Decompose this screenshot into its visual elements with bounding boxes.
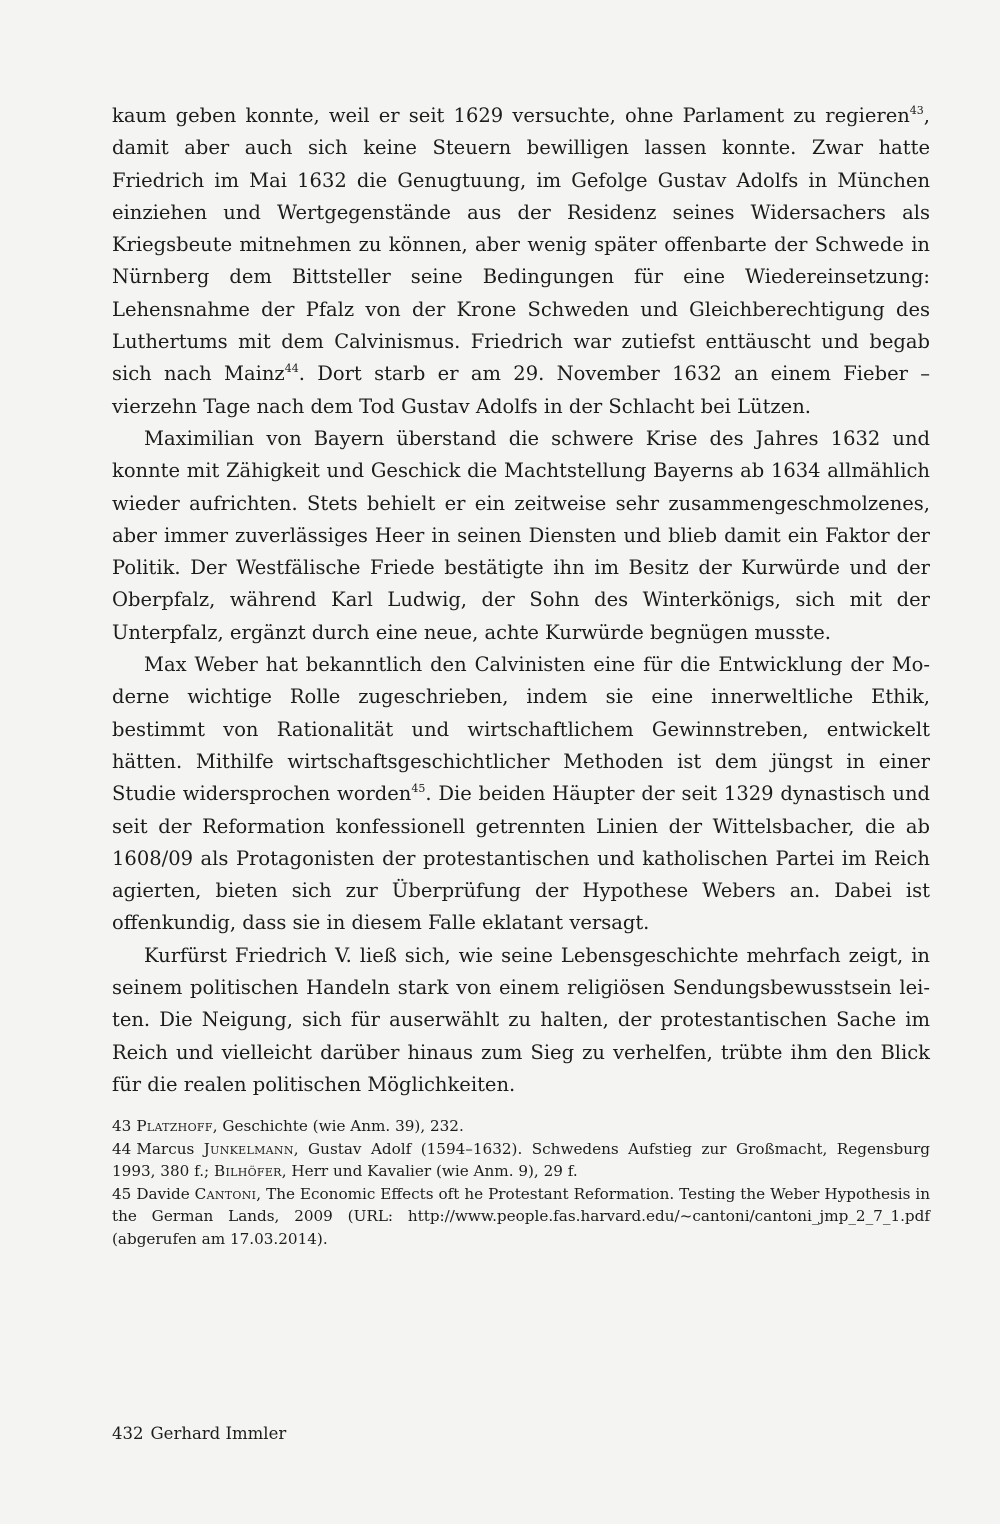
text-run: Davide <box>136 1184 195 1203</box>
main-text <box>112 100 930 1250</box>
text-run: Marcus <box>136 1139 204 1158</box>
footnote-number: 45 <box>112 1184 132 1203</box>
author-surname: Platzhoff <box>136 1117 213 1136</box>
page-number: 432 <box>112 1424 144 1443</box>
body-paragraph <box>112 423 930 649</box>
text-run: Max Weber hat bekanntlich den Calvinisten eine für die Entwicklung der Moderne wichtige Rolle zugeschrieben, indem sie eine innerweltliche Ethik, bestimmt von Rationalität und wirtschaftlichem Gewinnstreben, entwickelt hätten. Mithilfe wirtschaftsgeschichtlicher Methoden ist dem jüngst in einer Studie widersprochen worden <box>112 653 930 806</box>
footnote-reference: 44 <box>284 362 299 376</box>
body-paragraphs <box>112 100 930 1101</box>
text-run: . Dort starb er am 29. November 1632 an einem Fieber – vierzehn Tage nach dem Tod Gustav Adolfs in der Schlacht bei Lützen. <box>112 362 930 418</box>
footnote-reference: 45 <box>411 782 426 796</box>
text-run: , Gustav Adolf (1594–1632). Schwedens Aufstieg zur Großmacht, Regensburg 1993, 380 f.; <box>112 1139 930 1181</box>
body-paragraph <box>112 100 930 423</box>
text-run: , Geschichte (wie Anm. 39), 232. <box>212 1117 464 1136</box>
author-surname: Junkelmann <box>203 1139 294 1158</box>
text-run: . Die beiden Häupter der seit 1329 dynastisch und seit der Reformation konfessionell getrennten Linien der Wittelsbacher, die ab 1608/09 als Protagonisten der protestantischen und katholischen Partei im Reich agierten, bieten sich zur Überprüfung der Hypothese Webers an. Dabei ist offenkundig, dass sie in diesem Falle eklatant versagt. <box>112 782 930 935</box>
body-paragraph <box>112 649 930 940</box>
body-paragraph <box>112 940 930 1101</box>
text-run: , The Economic Effects oft he Protestant Reformation. Testing the Weber Hypothesis in the German Lands, 2009 (URL: http://www.people.fas.harvard.edu/~cantoni/cantoni_​jmp_2_7_1.pdf (abgerufen am 17.03.2014). <box>112 1184 930 1248</box>
text-run: , Herr und Kavalier (wie Anm. 9), 29 f. <box>281 1162 578 1181</box>
author-surname: Bilhöfer <box>213 1162 282 1181</box>
footnote-reference: 43 <box>909 104 924 117</box>
footnote <box>112 1138 930 1183</box>
footnote-number: 43 <box>112 1117 132 1136</box>
author-surname: Cantoni <box>194 1184 257 1203</box>
text-run: Kurfürst Friedrich V. ließ sich, wie seine Lebensgeschichte mehrfach zeigt, in seinem politischen Handeln stark von einem religiösen Sendungsbewusstsein leiten. Die Neigung, sich für auserwählt zu halten, der protestantischen Sache im Reich und vielleicht darüber hinaus zum Sieg zu verhelfen, trübte ihm den Blick für die realen politischen Möglichkeiten. <box>112 943 930 1096</box>
footnote <box>112 1115 930 1138</box>
footnote <box>112 1183 930 1251</box>
text-run: kaum geben konnte, weil er seit 1629 versuchte, ohne Parlament zu regieren <box>112 104 910 127</box>
text-run: Maximilian von Bayern überstand die schwere Krise des Jahres 1632 und konnte mit Zähigkeit und Geschick die Machtstellung Bayerns ab 1634 allmählich wieder aufrichten. Stets behielt er ein zeitweise sehr zusammengeschmolzenes, aber immer zuverlässiges Heer in seinen Diensten und blieb damit ein Faktor der Politik. Der Westfälische Friede bestätigte ihn im Besitz der Kurwürde und der Oberpfalz, während Karl Ludwig, der Sohn des Winterkönigs, sich mit der Unterpfalz, ergänzt durch eine neue, achte Kurwürde begnügen musste. <box>112 426 930 644</box>
page-footer <box>112 1424 286 1443</box>
footnotes <box>112 1115 930 1250</box>
footnote-number: 44 <box>112 1139 132 1158</box>
author-name: Gerhard Immler <box>150 1424 287 1443</box>
text-run: , damit aber auch sich keine Steuern bewilligen lassen konnte. Zwar hatte Friedrich im Mai 1632 die Genugtuung, im Gefolge Gustav Adolfs in München einziehen und Wertgegenstände aus der Residenz seines Widersachers als Kriegsbeute mitnehmen zu können, aber wenig später offenbarte der Schwede in Nürnberg dem Bittsteller seine Bedingungen für eine Wiedereinsetzung: Lehensnahme der Pfalz von der Krone Schweden und Gleichberechtigung des Luthertums mit dem Calvinismus. Friedrich war zutiefst enttäuscht und begab sich nach Mainz <box>112 104 930 386</box>
